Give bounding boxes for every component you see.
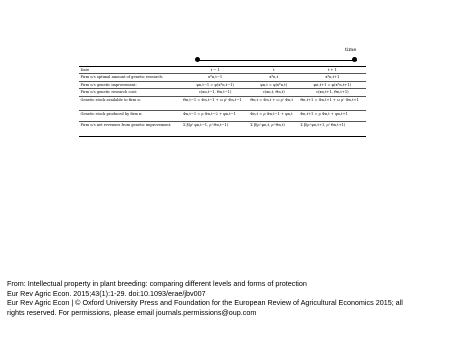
- caption-citation: Eur Rev Agric Econ. 2015;43(1):1-29. doi:10.1093/erae/jbv007: [7, 288, 206, 298]
- time-axis-label: time: [345, 47, 357, 53]
- row-label: Genetic stock produced by firm n:: [79, 110, 181, 121]
- table-row: [79, 89, 366, 96]
- row-label: Genetic stock available to firm n:: [79, 96, 181, 110]
- table-cell: c(xn,t, Θn,t): [249, 89, 299, 96]
- timeline-arrow: [197, 60, 357, 61]
- table-cell: Φn,t = ρ Φn,t−1 + φn,t: [249, 110, 299, 121]
- table-cell: φn,t+1 = φ(x*n,t+1): [299, 81, 366, 88]
- table-row: [79, 81, 366, 88]
- caption-copyright: Eur Rev Agric Econ | © Oxford University Press and Foundation for the European Review of Agricultural Economics 2015; all: [7, 298, 403, 308]
- table-cell: Σ β(ρʲ φn,t, ρʲ Θn,t): [249, 121, 299, 136]
- table-cell: Σ β(ρʲ φn,t+1, ρʲ Θn,t+1): [299, 121, 366, 136]
- table-cell: Φn,t+1 = ρ Φn,t + φn,t+1: [299, 110, 366, 121]
- table-cell: x*n,t: [249, 74, 299, 81]
- table-row: [79, 110, 366, 121]
- table-row: [79, 96, 366, 110]
- table-cell: Φn,t−1 = ρ Φn,t−2 + φn,t−1: [181, 110, 248, 121]
- row-label: Firm n's optimal amount of genetic research:: [79, 74, 181, 81]
- table-cell: Σ β(ρʲ φn,t−1, ρʲ Θn,t−1): [181, 121, 248, 136]
- model-timing-table: [79, 66, 366, 137]
- table-cell: φn,t−1 = φ(x*n,t−1): [181, 81, 248, 88]
- table-row: [79, 121, 366, 136]
- table-cell: x*n,t+1: [299, 74, 366, 81]
- table-cell: c(xn,t−1, Θn,t−1): [181, 89, 248, 96]
- table-header-row: [79, 67, 366, 74]
- table-cell: c(xn,t+1, Θn,t+1): [299, 89, 366, 96]
- header-t: t: [249, 67, 299, 74]
- table-row: [79, 74, 366, 81]
- caption-permissions: rights reserved. For permissions, please email journals.permissions@oup.com: [7, 307, 257, 317]
- header-date: Date: [79, 67, 181, 74]
- row-label: Firm n's genetic improvement:: [79, 81, 181, 88]
- table-cell: Θn,t = Φn,t + ω ρˢ Φn,t: [249, 96, 299, 110]
- table-cell: Θn,t−1 = Φn,t−1 + ω ρˢ Φn,t−1: [181, 96, 248, 110]
- table-cell: Θn,t+1 = Φn,t+1 + ω ρˢ Φn,t+1: [299, 96, 366, 110]
- header-t-minus-1: t − 1: [181, 67, 248, 74]
- figure-caption: [7, 279, 447, 317]
- row-label: Firm n's net revenues from genetic improvement:: [79, 121, 181, 136]
- timeline-start-dot: [195, 57, 200, 62]
- caption-source-title: From: Intellectual property in plant breeding: comparing different levels and forms of protection: [7, 279, 307, 288]
- header-t-plus-1: t + 1: [299, 67, 366, 74]
- timeline-end-dot: [352, 57, 357, 62]
- row-label: Firm n's genetic research cost:: [79, 89, 181, 96]
- table-cell: φn,t = φ(x*n,t): [249, 81, 299, 88]
- table-cell: x*n,t−1: [181, 74, 248, 81]
